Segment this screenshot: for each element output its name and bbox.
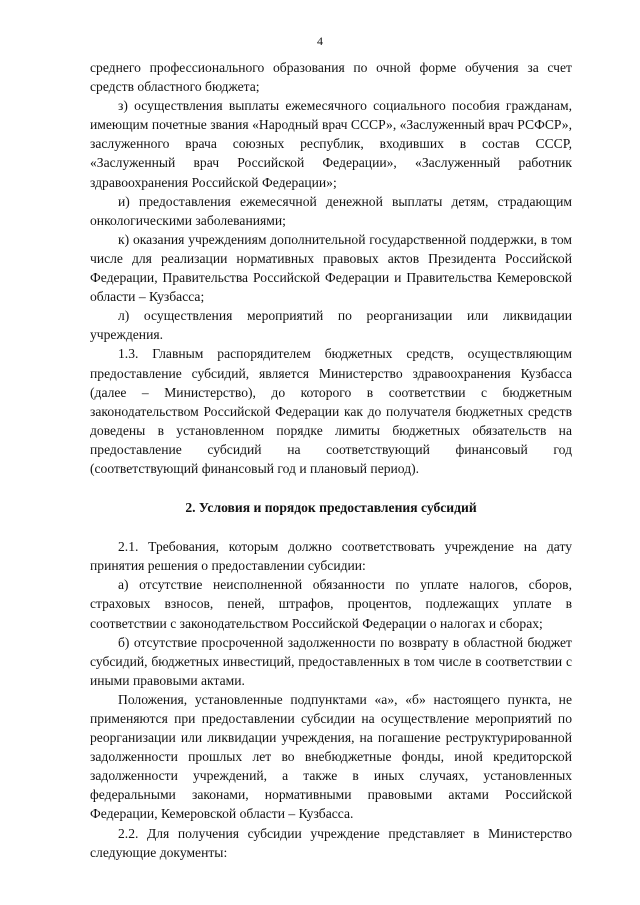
- paragraph-2-2: 2.2. Для получения субсидии учреждение представляет в Министерство следующие документы:: [90, 825, 572, 860]
- paragraph-continuation: среднего профессионального образования по очной форме обучения за счет средств областного бюджета;: [90, 60, 572, 95]
- paragraph-item-a: а) отсутствие неисполненной обязанности по уплате налогов, сборов, страховых взносов, пеней, штрафов, процентов, подлежащих уплате в соответствии с законодательством Российской Федерации о налогах и сборах;: [90, 577, 572, 631]
- paragraph-item-k: к) оказания учреждениям дополнительной государственной поддержки, в том числе для реализации нормативных правовых актов Президента Российской Федерации, Правительства Российской Федерации и Правительства Кемеровской области – Кузбасса;: [90, 231, 572, 305]
- paragraph-provisions: Положения, установленные подпунктами «а», «б» настоящего пункта, не применяются при предоставлении субсидии на осуществление мероприятий по реорганизации или ликвидации учреждения, на погашение реструктурированной задолженности прошлых лет во внебюджетные фонды, иной кредиторской задолженности учреждений, а также в иных случаях, установленных федеральными законами, нормативными правовыми актами Российской Федерации, Кемеровской области – Кузбасса.: [90, 691, 572, 822]
- paragraph-1-3: 1.3. Главным распорядителем бюджетных средств, осуществляющим предоставление субсидий, является Министерство здравоохранения Кузбасса (далее – Министерство), до которого в соответствии с бюджетным законодательством Российской Федерации как до получателя бюджетных средств доведены в установленном порядке лимиты бюджетных обязательств на предоставление субсидий на соответствующий финансовый год (соответствующий финансовый год и плановый период).: [90, 346, 572, 476]
- paragraph-item-b: б) отсутствие просроченной задолженности по возврату в областной бюджет субсидий, бюджетных инвестиций, предоставленных в том числе в соответствии с иными правовыми актами.: [90, 634, 572, 688]
- page-number: 4: [317, 34, 323, 48]
- paragraph-item-i: и) предоставления ежемесячной денежной выплаты детям, страдающим онкологическими заболеваниями;: [90, 193, 572, 228]
- document-body: [90, 58, 572, 862]
- paragraph-2-1: 2.1. Требования, которым должно соответствовать учреждение на дату принятия решения о предоставлении субсидии:: [90, 539, 572, 574]
- section-heading: 2. Условия и порядок предоставления субсидий: [185, 500, 477, 516]
- paragraph-item-l: л) осуществления мероприятий по реорганизации или ликвидации учреждения.: [90, 308, 572, 343]
- paragraph-item-z: з) осуществления выплаты ежемесячного социального пособия гражданам, имеющим почетные звания «Народный врач СССР», «Заслуженный врач РСФСР», заслуженного врача союзных республик, входивших в состав СССР, «Заслуженный врач Российской Федерации», «Заслуженный работник здравоохранения Российской Федерации»;: [90, 98, 572, 190]
